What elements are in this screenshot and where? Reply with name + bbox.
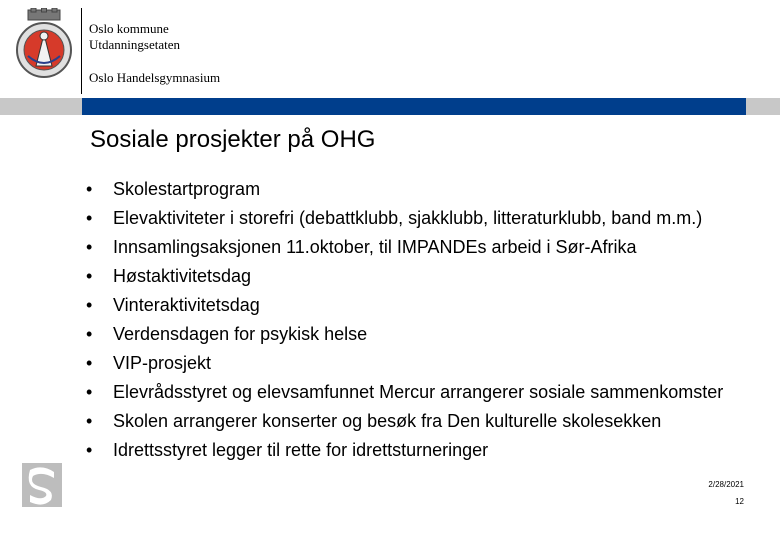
- header-bar-right: [746, 98, 780, 115]
- slide-date: 2/28/2021: [708, 480, 744, 489]
- list-item: • Vinteraktivitetsdag: [86, 293, 726, 317]
- list-item: • Verdensdagen for psykisk helse: [86, 322, 726, 346]
- list-item: • Elevrådsstyret og elevsamfunnet Mercur arrangerer sosiale sammenkomster: [86, 380, 726, 404]
- list-item: • Høstaktivitetsdag: [86, 264, 726, 288]
- decorative-emblem-icon: [21, 462, 63, 508]
- header-divider: [81, 8, 82, 94]
- org-name: Oslo kommune: [89, 21, 169, 36]
- header-bar-left: [0, 98, 82, 115]
- slide-title: Sosiale prosjekter på OHG: [90, 126, 376, 153]
- school-name: Oslo Handelsgymnasium: [89, 70, 221, 85]
- header-bar-accent: [82, 98, 746, 115]
- list-item: • Skolen arrangerer konserter og besøk fra Den kulturelle skolesekken: [86, 409, 726, 433]
- list-item: • Elevaktiviteter i storefri (debattklubb, sjakklubb, litteraturklubb, band m.m.): [86, 206, 726, 230]
- list-item: • Innsamlingsaksjonen 11.oktober, til IMPANDEs arbeid i Sør-Afrika: [86, 235, 726, 259]
- oslo-coat-of-arms-icon: [14, 8, 74, 80]
- list-item: • Idrettsstyret legger til rette for idrettsturneringer: [86, 438, 726, 462]
- slide-number: 12: [735, 497, 744, 506]
- org-department: Utdanningsetaten: [89, 37, 180, 52]
- list-item: • Skolestartprogram: [86, 177, 726, 201]
- list-item: • VIP-prosjekt: [86, 351, 726, 375]
- bullet-list: [86, 177, 726, 467]
